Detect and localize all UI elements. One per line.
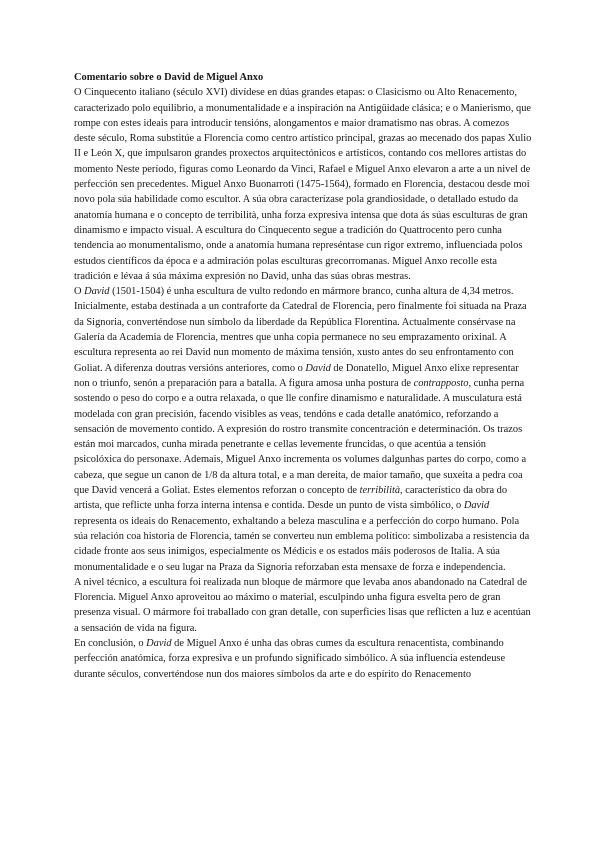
paragraph-analysis-text-d: , característico da obra do artista, que reflicte unha forza interna intensa e contida. Desde un punto de vista simbólico, o — [74, 485, 508, 512]
paragraph-analysis — [74, 284, 532, 575]
work-title-david-conclusion: David — [146, 637, 172, 649]
document-title: Comentario sobre o David de Miguel Anxo — [74, 72, 264, 83]
paragraph-technique: A nivel técnico, a escultura foi realizada nun bloque de mármore que levaba anos abandonado na Catedral de Florencia. Miguel Anxo aproveitou ao máximo o material, esculpindo unha figura esvelta pero de gran presenza visual. O mármore foi traballado con gran detalle, con superficies lisas que reflicten a luz e acentúan a sensación de vida na figura. — [74, 576, 531, 634]
paragraph-conclusion — [74, 636, 532, 682]
paragraph-analysis-text-a: (1501-1504) é unha escultura de vulto redondo en mármore branco, cunha altura de 4,34 metros. Inicialmente, estaba destinada a un contraforte da Catedral de Florencia, pero finalmente foi situada na Praza da Signoria, converténdose nun símbolo da liberdade da República Florentina. Actualmente consérvase na Galería da Academia de Florencia, mentres que unha copia permanece no seu emprazamento orixinal. A escultura representa ao rei David nun momento de máxima tensión, xusto antes do seu enfrontamento con Goliat. A diferenza doutras versións anteriores, como o — [74, 286, 527, 374]
work-title-david-symbolic: David — [463, 500, 490, 512]
term-contrapposto: contrapposto — [413, 377, 469, 389]
work-title-david-donatello: David — [305, 362, 331, 374]
paragraph-introduction: O Cinquecento italiano (século XVI) divídese en dúas grandes etapas: o Clasicismo ou Alto Renacemento, caracterizado polo equilibrio, a monumentalidade e a inspiración na Antigüidade clásica; e o Manierismo, que rompe con estes ideais para introducir tensións, alongamentos e maior dramatismo nas obras. A comezos deste século, Roma substitúe a Florencia como centro artístico principal, grazas ao mecenado dos papas Xulio II e León X, que impulsaron grandes proxectos arquitectónicos e artísticos, contando cos mellores artistas do momento Neste período, figuras como Leonardo da Vinci, Rafael e Miguel Anxo elevaron a arte a un nivel de perfección sen precedentes. Miguel Anxo Buonarroti (1475-1564), formado en Florencia, destacou desde moi novo pola súa habilidade como escultor. A súa obra caracterízase pola grandiosidade, o detallado estudo da anatomía humana e o concepto de terribilità, unha forza expresiva intensa que dota ás súas esculturas de gran dinamismo e impacto visual. A escultura do Cinquecento segue a tradición do Quattrocento pero cunha tendencia ao monumentalismo, onde a anatomía humana represéntase cun rigor extremo, influenciada polos estudos científicos da época e a admiración polas esculturas grecorromanas. Miguel Anxo recolle esta tradición e lévaa á súa máxima expresión no David, unha das súas obras mestras. — [74, 87, 532, 282]
work-title-david: David — [84, 286, 110, 298]
term-terribilita: terribilità — [359, 485, 401, 497]
paragraph-analysis-text-c: , cunha perna sostendo o peso do corpo e a outra relaxada, o que lle confire dinamismo e naturalidade. A musculatura está modelada con gran precisión, facendo visibles as veas, tendóns e cada detalle anatómico, reforzando a sensación de movemento contido. A expresión do rostro transmite concentración e determinación. Os trazos están moi marcados, cunha mirada penetrante e cellas levemente fruncidas, o que acentúa a tensión psicolóxica do personaxe. Ademais, Miguel Anxo incrementa os volumes dalgunhas partes do corpo, como a cabeza, que segue un canon de 1/8 da altura total, e a man dereita, de maior tamaño, que suxeita a pedra coa que David vencerá a Goliat. Estes elementos reforzan o concepto de — [74, 377, 527, 497]
paragraph-conclusion-text-b: de Miguel Anxo é unha das obras cumes da escultura renacentista, combinando perfección anatómica, forza expresiva e un profundo significado simbólico. A súa influencia estendeuse durante séculos, converténdose nun dos maiores símbolos da arte e do espírito do Renacemento — [74, 637, 506, 680]
paragraph-analysis-text-e: representa os ideais do Renacemento, exhaltando a beleza masculina e a perfección do corpo humano. Pola súa relación coa historia de Florencia, tamén se converteu nun emblema político: simbolizaba a resistencia da cidade fronte aos seus inimigos, especialmente os Médicis e os estados máis poderosos de Italia. A súa monumentalidade e o seu lugar na Praza da Signoria reforzaban esta mensaxe de forza e independencia. — [74, 515, 530, 573]
document-body — [74, 70, 532, 682]
paragraph-analysis-text-b: de Donatello, Miguel Anxo elixe representar non o triunfo, senón a preparación para a batalla. A figura amosa unha postura de — [74, 362, 519, 389]
paragraph-conclusion-text-a: En conclusión, o — [74, 637, 147, 649]
paragraph-analysis-prefix: O — [74, 286, 85, 298]
